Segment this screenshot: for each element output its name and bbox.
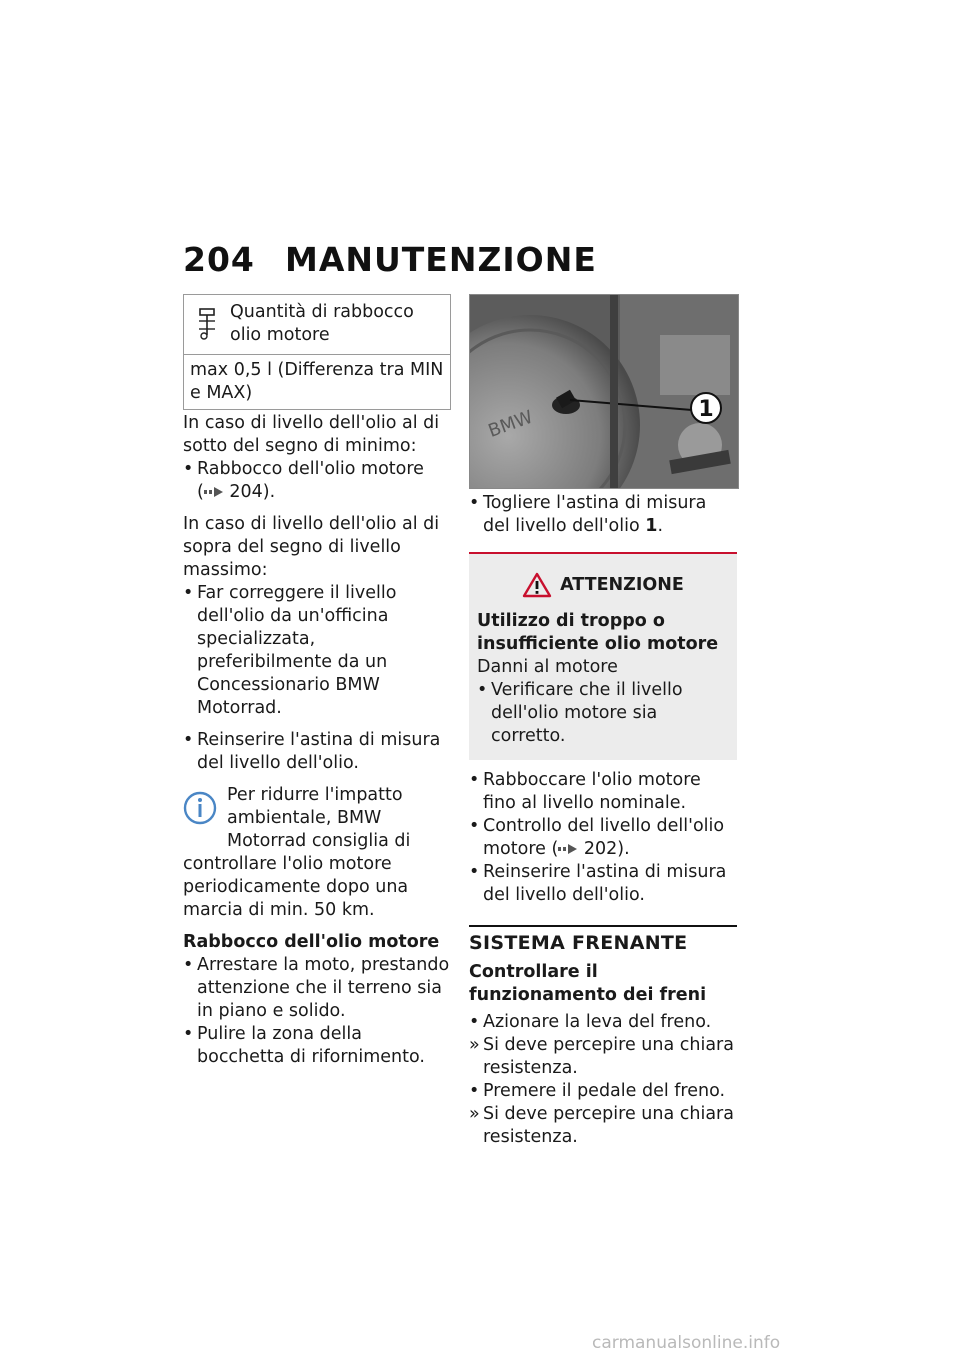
topup-step-1: • Arrestare la moto, prestando attenzione che il terreno sia in piano e solido. (183, 954, 451, 1023)
quantity-box (183, 294, 451, 410)
warning-triangle-icon (522, 572, 552, 598)
left-column (183, 294, 451, 1069)
figure-callout-1: 1 (698, 397, 714, 422)
warning-action: • Verificare che il livello dell'olio motore sia corretto. (477, 679, 729, 748)
below-min-ref: 204). (229, 482, 276, 502)
section-title: SISTEMA FRENANTE (469, 932, 688, 954)
check-level-ref: 202). (583, 839, 630, 859)
remove-dipstick-step: • Togliere l'astina di misura del livello dell'olio 1. (469, 492, 737, 538)
brake-step-1: • Azionare la leva del freno. (469, 1011, 737, 1034)
chapter-title: MANUTENZIONE (285, 240, 597, 279)
warning-consequence: Danni al motore (477, 657, 618, 677)
warning-box (469, 552, 737, 760)
above-max-intro: In caso di livello dell'olio al di sopra del segno di livello massimo: (183, 514, 440, 580)
check-level-step: • Controllo del livello dell'olio motore ( 202). (469, 815, 737, 861)
below-min-step: • Rabbocco dell'olio motore ( 204). (183, 458, 451, 504)
warning-title: ATTENZIONE (560, 574, 684, 595)
brake-step-2: • Premere il pedale del freno. (469, 1080, 737, 1103)
page-ref-arrow-icon (558, 843, 578, 855)
quantity-title: Quantità di rabbocco olio motore (230, 302, 414, 345)
warning-headline: Utilizzo di troppo o insufficiente olio motore (477, 611, 719, 654)
info-icon (183, 786, 223, 832)
figure-logo: BMW (485, 406, 536, 442)
reinsert-dipstick-step-right: • Reinserire l'astina di misura del livello dell'olio. (469, 861, 737, 907)
remove-dipstick-ref: 1 (645, 516, 658, 536)
topup-nominal-step: • Rabboccare l'olio motore fino al livello nominale. (469, 769, 737, 815)
page-header (183, 240, 597, 279)
topup-heading: Rabbocco dell'olio motore (183, 932, 440, 952)
brake-result-2: » Si deve percepire una chiara resistenza. (469, 1104, 734, 1147)
topup-step-2: • Pulire la zona della bocchetta di rifornimento. (183, 1023, 451, 1069)
reinsert-dipstick-step: • Reinserire l'astina di misura del livello dell'olio. (183, 729, 451, 775)
page-ref-arrow-icon (204, 486, 224, 498)
page-number: 204 (183, 240, 255, 279)
below-min-intro: In caso di livello dell'olio al di sotto del segno di minimo: (183, 413, 440, 456)
oil-quantity-icon (196, 301, 230, 348)
above-max-step: • Far correggere il livello dell'olio da un'officina specializzata, preferibilmente da un Concessionario BMW Motorrad. (183, 582, 451, 720)
engine-dipstick-figure (469, 294, 739, 489)
watermark: carmanualsonline.info (592, 1333, 781, 1353)
section-divider (469, 925, 737, 955)
brake-heading: Controllare il funzionamento dei freni (469, 962, 707, 1005)
environment-note: Per ridurre l'impatto ambientale, BMW Motorrad consiglia di controllare l'olio motore periodicamente dopo una marcia di min. 50 km. (183, 785, 411, 920)
quantity-value: max 0,5 l (Differenza tra MIN e MAX) (190, 360, 444, 403)
right-column (469, 294, 737, 1149)
brake-steps (469, 1011, 737, 1149)
brake-result-1: » Si deve percepire una chiara resistenza. (469, 1035, 734, 1078)
